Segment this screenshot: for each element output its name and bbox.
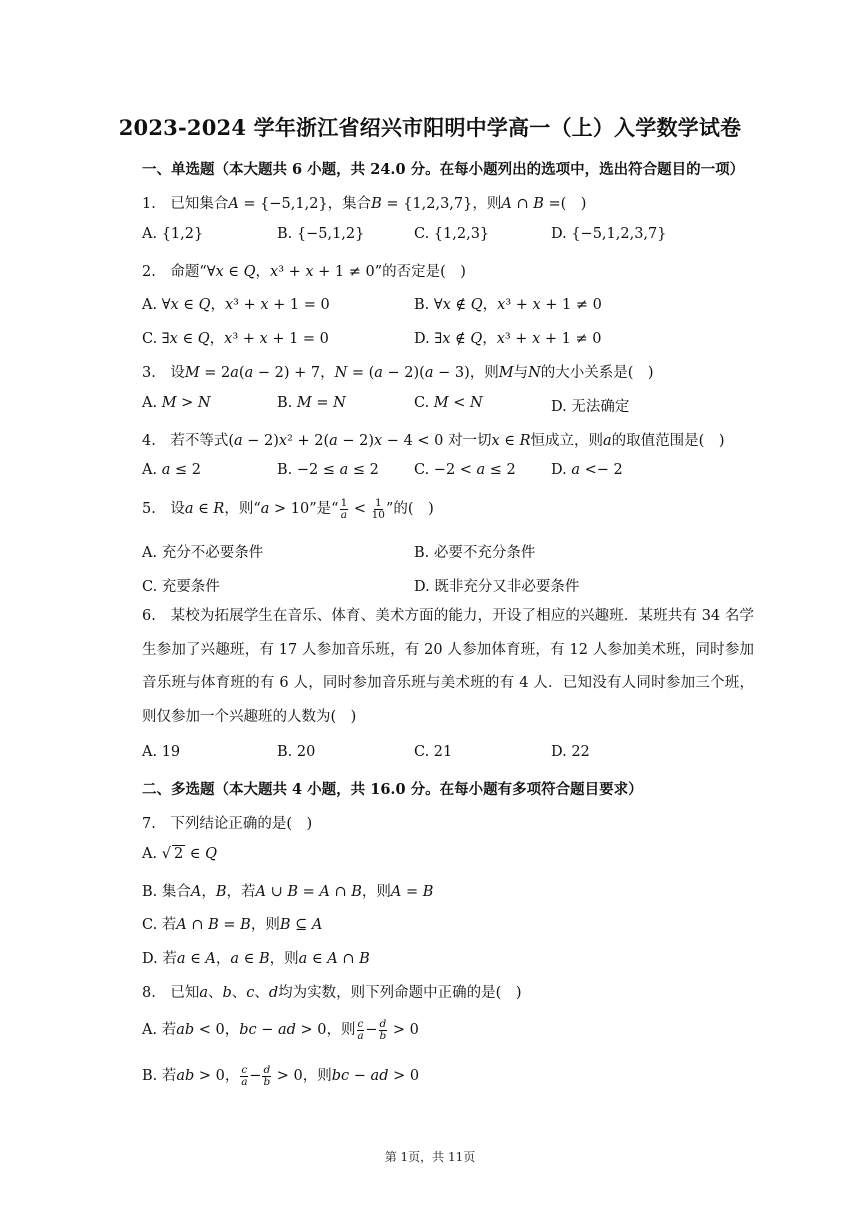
section-multiple-choice: 二、多选题（本大题共 4 小题，共 16.0 分。在每小题有多项符合题目要求）: [142, 781, 643, 798]
q8-b-f1-num: 𝑐: [241, 1063, 248, 1076]
question-3: 3. 设𝑀 = 2𝑎(𝑎 − 2) + 7，𝑁 = (𝑎 − 2)(𝑎 − 3)，则𝑀与𝑁的大小关系是( ): [142, 365, 654, 381]
question-6: 6. 某校为拓展学生在音乐、体育、美术方面的能力，开设了相应的兴趣班．某班共有 34 名学生参加了兴趣班，有 17 人参加音乐班，有 20 人参加体育班，有 12 人参加美术班，同时参加音乐班与体育班的有 6 人，同时参加音乐班与美术班的有 4 人．已知没有人同时参加三个班，则仅参加一个兴趣班的人数为( ): [142, 608, 754, 725]
section-single-choice: 一、单选题（本大题共 6 小题，共 24.0 分。在每小题列出的选项中，选出符合题目的一项）: [142, 161, 745, 178]
q4-option-b: B. −2 ≤ 𝑎 ≤ 2: [277, 462, 379, 478]
q8-b-pre: B. 若𝑎𝑏 > 0，: [142, 1068, 240, 1084]
q1-option-b: B. {−5,1,2}: [277, 226, 365, 242]
q8-a-f2-num: 𝑑: [379, 1017, 387, 1030]
question-4: 4. 若不等式(𝑎 − 2)𝑥² + 2(𝑎 − 2)𝑥 − 4 < 0 对一切𝑥 ∈ 𝑅恒成立，则𝑎的取值范围是( ): [142, 433, 725, 449]
q5-stem-pre: 5. 设𝑎 ∈ 𝑅，则“𝑎 > 10”是“: [142, 501, 339, 517]
q1-option-d: D. {−5,1,2,3,7}: [551, 226, 667, 242]
q5-fraction-2: [372, 498, 385, 521]
q7-option-b: B. 集合𝐴，𝐵，若𝐴 ∪ 𝐵 = 𝐴 ∩ 𝐵，则𝐴 = 𝐵: [142, 884, 434, 900]
q4-option-d: D. 𝑎 <− 2: [551, 462, 623, 478]
q3-option-b: B. 𝑀 = 𝑁: [277, 395, 346, 411]
q6-option-b: B. 20: [277, 744, 316, 760]
q1-option-a: A. {1,2}: [142, 226, 204, 242]
q5-option-b: B. 必要不充分条件: [414, 545, 536, 561]
q2-option-c: C. ∃𝑥 ∈ 𝑄，𝑥³ + 𝑥 + 1 = 0: [142, 331, 329, 347]
q8-a-fraction-2: [379, 1019, 388, 1042]
q6-option-c: C. 21: [414, 744, 453, 760]
q5-option-a: A. 充分不必要条件: [142, 545, 264, 561]
q6-option-d: D. 22: [551, 744, 590, 760]
q2-option-d: D. ∃𝑥 ∉ 𝑄，𝑥³ + 𝑥 + 1 ≠ 0: [414, 331, 602, 347]
q6-option-a: A. 19: [142, 744, 181, 760]
q8-option-b: [142, 1064, 419, 1088]
q8-a-pre: A. 若𝑎𝑏 < 0，𝑏𝑐 − 𝑎𝑑 > 0，则: [142, 1022, 356, 1038]
q8-option-a: [142, 1018, 419, 1042]
q4-option-a: A. 𝑎 ≤ 2: [142, 462, 201, 478]
sqrt-icon: √: [161, 846, 171, 862]
q2-option-a: A. ∀𝑥 ∈ 𝑄，𝑥³ + 𝑥 + 1 = 0: [142, 297, 330, 313]
page-footer: 第 1页，共 11页: [384, 1150, 476, 1164]
q5-fraction-1: [340, 498, 349, 521]
page-title: 2023-2024 学年浙江省绍兴市阳明中学高一（上）入学数学试卷: [118, 115, 742, 140]
q5-lt: <: [349, 501, 371, 517]
q7-option-d: D. 若𝑎 ∈ 𝐴，𝑎 ∈ 𝐵，则𝑎 ∈ 𝐴 ∩ 𝐵: [142, 951, 370, 967]
q8-b-f2-den: 𝑏: [263, 1075, 271, 1088]
q8-a-f1-num: 𝑐: [357, 1017, 364, 1030]
question-5: [142, 497, 434, 521]
q8-a-f2-den: 𝑏: [379, 1029, 387, 1042]
q4-option-c: C. −2 < 𝑎 ≤ 2: [414, 462, 516, 478]
q8-b-minus: −: [249, 1068, 262, 1084]
q8-a-post: > 0: [388, 1022, 419, 1038]
q8-b-post: > 0，则𝑏𝑐 − 𝑎𝑑 > 0: [272, 1068, 420, 1084]
q8-b-f2-num: 𝑑: [263, 1063, 271, 1076]
q7-a-radicand: 2: [173, 846, 184, 862]
q5-stem-post: ”的( ): [386, 501, 434, 517]
q8-b-fraction-2: [262, 1065, 271, 1088]
question-2: 2. 命题“∀𝑥 ∈ 𝑄，𝑥³ + 𝑥 + 1 ≠ 0”的否定是( ): [142, 264, 466, 280]
q8-b-fraction-1: [240, 1065, 248, 1088]
q3-option-a: A. 𝑀 > 𝑁: [142, 395, 211, 411]
q5-frac1-num: 1: [340, 496, 348, 509]
q7-a-label: A.: [142, 846, 162, 862]
q5-frac2-num: 1: [374, 496, 382, 509]
q5-option-c: C. 充要条件: [142, 579, 220, 595]
q7-option-c: C. 若𝐴 ∩ 𝐵 = 𝐵，则𝐵 ⊆ 𝐴: [142, 917, 323, 933]
q3-option-d: D. 无法确定: [551, 399, 630, 415]
q5-option-d: D. 既非充分又非必要条件: [414, 579, 580, 595]
q2-option-b: B. ∀𝑥 ∉ 𝑄，𝑥³ + 𝑥 + 1 ≠ 0: [414, 297, 602, 313]
question-7: 7. 下列结论正确的是( ): [142, 816, 313, 832]
q5-frac2-den: 10: [371, 508, 385, 521]
q5-frac1-den: 𝑎: [340, 508, 348, 521]
question-8: 8. 已知𝑎、𝑏、𝑐、𝑑均为实数，则下列命题中正确的是( ): [142, 985, 522, 1001]
q7-a-post: ∈ 𝑄: [185, 846, 218, 862]
q7-option-a: [142, 846, 217, 862]
q1-option-c: C. {1,2,3}: [414, 226, 490, 242]
q3-option-c: C. 𝑀 < 𝑁: [414, 395, 483, 411]
question-1: 1. 已知集合𝐴 = {−5,1,2}，集合𝐵 = {1,2,3,7}，则𝐴 ∩ 𝐵 =( ): [142, 196, 587, 212]
q8-b-f1-den: 𝑎: [241, 1075, 248, 1088]
q8-a-minus: −: [365, 1022, 378, 1038]
q8-a-fraction-1: [357, 1019, 365, 1042]
q8-a-f1-den: 𝑎: [357, 1029, 364, 1042]
